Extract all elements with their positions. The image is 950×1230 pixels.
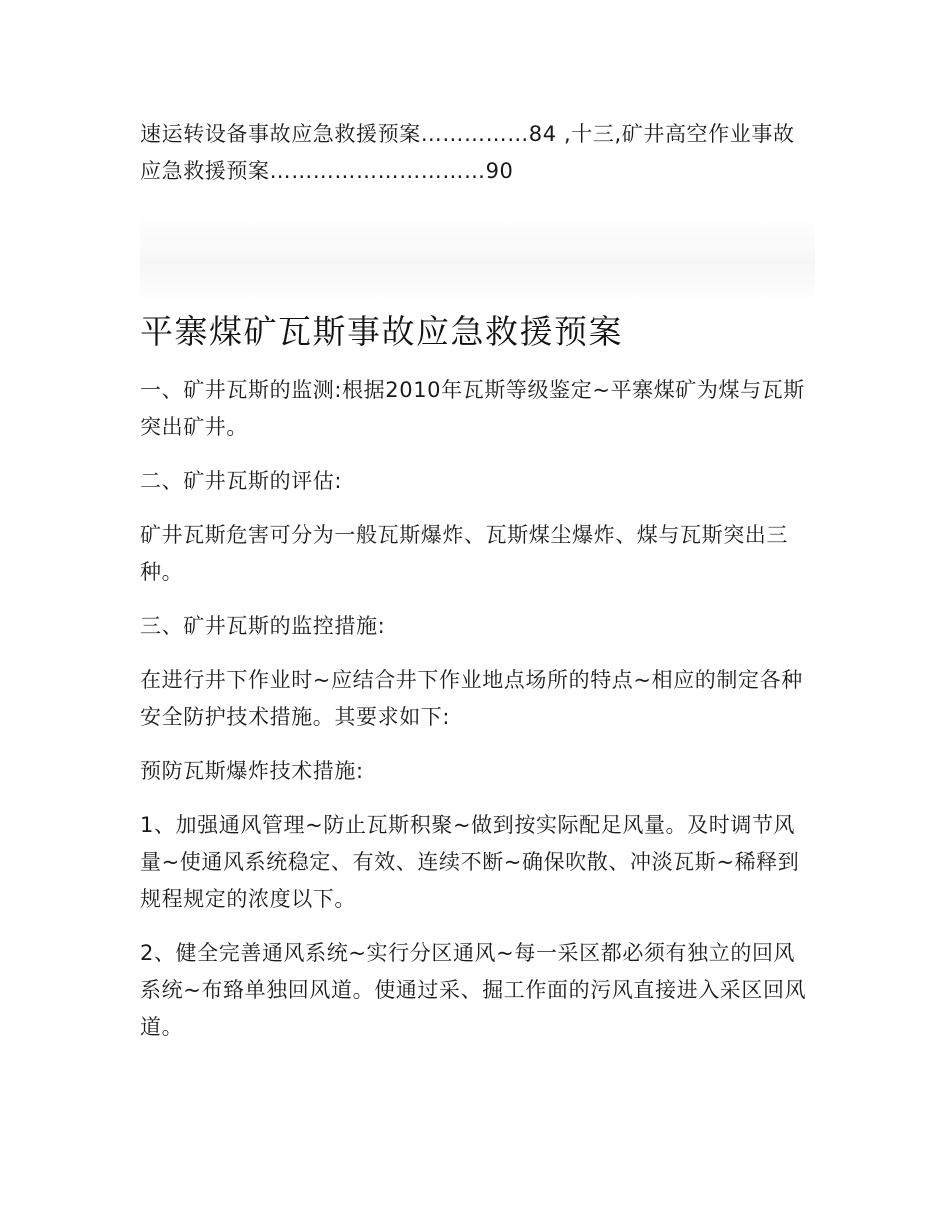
paragraph-prevention-heading: 预防瓦斯爆炸技术措施: bbox=[140, 759, 364, 783]
paragraph-control-heading: 三、矿井瓦斯的监控措施: bbox=[140, 614, 386, 638]
page-content bbox=[140, 116, 815, 1063]
paragraph-measure-1: 1、加强通风管理~防止瓦斯积聚~做到按实际配足风量。及时调节风量~使通风系统稳定、有效、连续不断~确保吹散、冲淡瓦斯~稀释到规程规定的浓度以下。 bbox=[140, 813, 800, 911]
page-break-shadow bbox=[140, 210, 815, 305]
paragraph-measure-2: 2、健全完善通风系统~实行分区通风~每一采区都必须有独立的回风系统~布臵单独回风道。使通过采、掘工作面的污风直接进入采区回风道。 bbox=[140, 941, 807, 1039]
paragraph-control-requirements: 在进行井下作业时~应结合井下作业地点场所的特点~相应的制定各种安全防护技术措施。其要求如下: bbox=[140, 668, 803, 729]
document-title: 平寨煤矿瓦斯事故应急救援预案 bbox=[140, 312, 623, 351]
toc-continuation: 速运转设备事故应急救援预案……………84 ,十三,矿井高空作业事故应急救援预案…………………………90 bbox=[140, 122, 795, 183]
paragraph-monitoring: 一、矿井瓦斯的监测:根据2010年瓦斯等级鉴定~平寨煤矿为煤与瓦斯突出矿井。 bbox=[140, 378, 805, 439]
paragraph-assessment-heading: 二、矿井瓦斯的评估: bbox=[140, 469, 343, 493]
paragraph-hazard-types: 矿井瓦斯危害可分为一般瓦斯爆炸、瓦斯煤尘爆炸、煤与瓦斯突出三种。 bbox=[140, 523, 788, 584]
